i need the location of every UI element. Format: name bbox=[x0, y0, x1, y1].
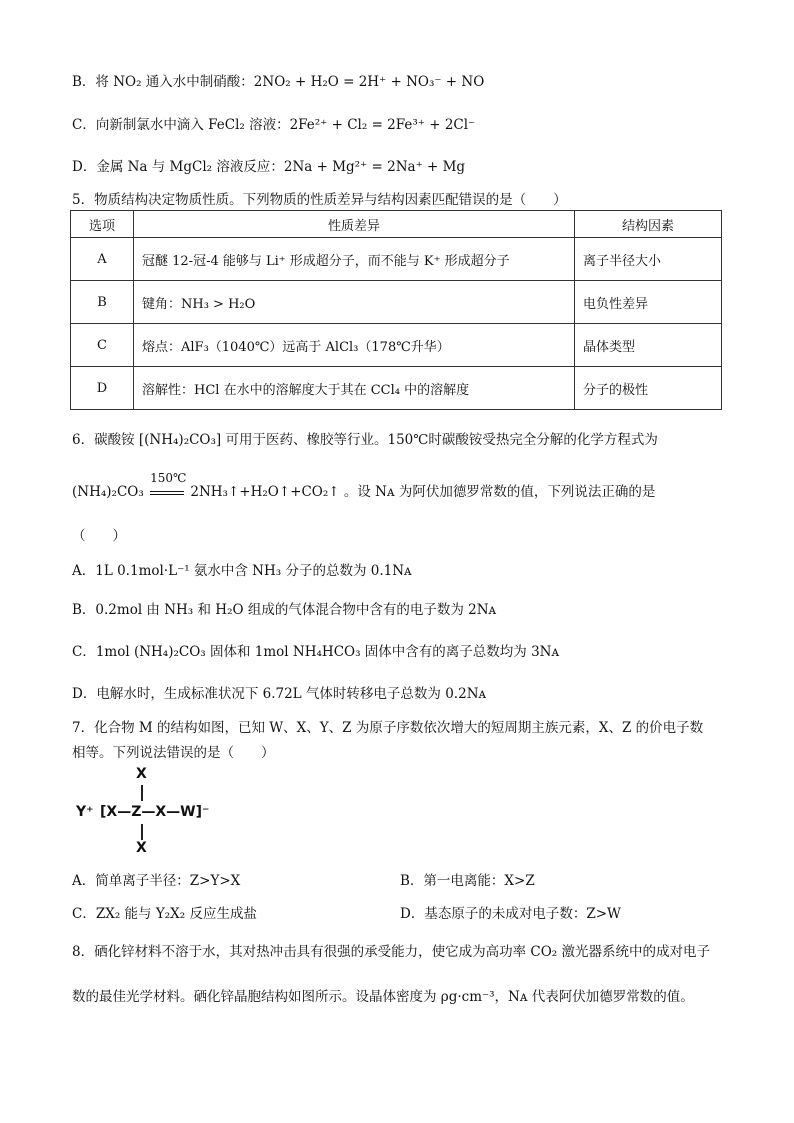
row-label: C bbox=[71, 324, 134, 367]
q6-option-a: A．1L 0.1mol·L⁻¹ 氨水中含 NH₃ 分子的总数为 0.1Nᴀ bbox=[72, 563, 412, 579]
row-factor: 电负性差异 bbox=[575, 281, 722, 324]
row-label: D bbox=[71, 367, 134, 410]
q7-option-d: D．基态原子的未成对电子数：Z>W bbox=[400, 906, 621, 922]
equation-arrow bbox=[150, 471, 187, 500]
header-option: 选项 bbox=[71, 211, 134, 238]
row-property: 熔点：AlF₃（1040℃）远高于 AlCl₃（178℃升华） bbox=[134, 324, 575, 367]
q6-stem-tail: 。设 Nᴀ 为阿伏加德罗常数的值，下列说法正确的是 bbox=[343, 484, 656, 500]
header-factor: 结构因素 bbox=[575, 211, 722, 238]
q6-stem-rest: 可用于医药、橡胶等行业。150℃时碳酸铵受热完全分解的化学方程式为 bbox=[225, 432, 658, 448]
q6-option-c: C．1mol (NH₄)₂CO₃ 固体和 1mol NH₄HCO₃ 固体中含有的离子总数均为 3Nᴀ bbox=[72, 644, 560, 660]
bond-bottom bbox=[141, 824, 143, 840]
row-label: A bbox=[71, 238, 134, 281]
q4-option-b: B．将 NO₂ 通入水中制硝酸：2NO₂ + H₂O = 2H⁺ + NO₃⁻ + NO bbox=[72, 74, 485, 90]
q5-table bbox=[70, 210, 722, 410]
atom-bottom: X bbox=[136, 840, 147, 856]
q6-equation-line bbox=[72, 471, 656, 500]
q7-option-c: C．ZX₂ 能与 Y₂X₂ 反应生成盐 bbox=[72, 906, 257, 922]
q6-stem-start: 6．碳酸铵 bbox=[72, 432, 135, 448]
table-header-row bbox=[71, 211, 722, 238]
q8-stem-line2: 数的最佳光学材料。硒化锌晶胞结构如图所示。设晶体密度为 ρg·cm⁻³，Nᴀ 代表阿伏加德罗常数的值。 bbox=[72, 989, 694, 1005]
q7-option-b: B．第一电离能：X>Z bbox=[400, 873, 535, 889]
atom-top: X bbox=[136, 766, 147, 782]
q6-option-b: B．0.2mol 由 NH₃ 和 H₂O 组成的气体混合物中含有的电子数为 2Nᴀ bbox=[72, 602, 497, 618]
equation-right: 2NH₃↑+H₂O↑+CO₂↑ bbox=[190, 484, 340, 500]
table-row bbox=[71, 324, 722, 367]
equation-left: (NH₄)₂CO₃ bbox=[72, 484, 144, 500]
row-property: 冠醚 12-冠-4 能够与 Li⁺ 形成超分子，而不能与 K⁺ 形成超分子 bbox=[134, 238, 575, 281]
q4-option-d: D．金属 Na 与 MgCl₂ 溶液反应：2Na + Mg²⁺ = 2Na⁺ + Mg bbox=[72, 159, 466, 175]
q8-stem-line1: 8．硒化锌材料不溶于水，其对热冲击具有很强的承受能力，使它成为高功率 CO₂ 激光器系统中的成对电子 bbox=[72, 944, 710, 960]
header-property: 性质差异 bbox=[134, 211, 575, 238]
row-property: 溶解性：HCl 在水中的溶解度大于其在 CCl₄ 中的溶解度 bbox=[134, 367, 575, 410]
q7-option-a: A．简单离子半径：Z>Y>X bbox=[72, 873, 241, 889]
row-factor: 离子半径大小 bbox=[575, 238, 722, 281]
q5-stem: 5．物质结构决定物质性质。下列物质的性质差异与结构因素匹配错误的是（ ） bbox=[72, 192, 567, 208]
table-row bbox=[71, 238, 722, 281]
row-factor: 晶体类型 bbox=[575, 324, 722, 367]
row-label: B bbox=[71, 281, 134, 324]
cation: Y⁺ bbox=[76, 804, 94, 820]
row-factor: 分子的极性 bbox=[575, 367, 722, 410]
q6-formula: [(NH₄)₂CO₃] bbox=[138, 432, 222, 448]
q6-blank: （ ） bbox=[72, 528, 126, 544]
structure-diagram bbox=[72, 760, 232, 860]
bond-top bbox=[141, 785, 143, 801]
q6-option-d: D．电解水时，生成标准状况下 6.72L 气体时转移电子总数为 0.2Nᴀ bbox=[72, 686, 487, 702]
q7-stem-line1: 7．化合物 M 的结构如图，已知 W、X、Y、Z 为原子序数依次增大的短周期主族元素，X、Z 的价电子数 bbox=[72, 720, 704, 736]
table-row bbox=[71, 281, 722, 324]
equation-condition: 150℃ bbox=[150, 471, 187, 485]
q7-stem-line2: 相等。下列说法错误的是（ ） bbox=[72, 745, 275, 761]
table-row bbox=[71, 367, 722, 410]
row-property: 键角：NH₃ > H₂O bbox=[134, 281, 575, 324]
q6-stem-line1 bbox=[72, 428, 658, 448]
q4-option-c: C．向新制氯水中滴入 FeCl₂ 溶液：2Fe²⁺ + Cl₂ = 2Fe³⁺ + 2Cl⁻ bbox=[72, 117, 476, 133]
anion-chain: [X—Z—X—W]⁻ bbox=[100, 804, 210, 820]
double-bar bbox=[150, 491, 184, 495]
